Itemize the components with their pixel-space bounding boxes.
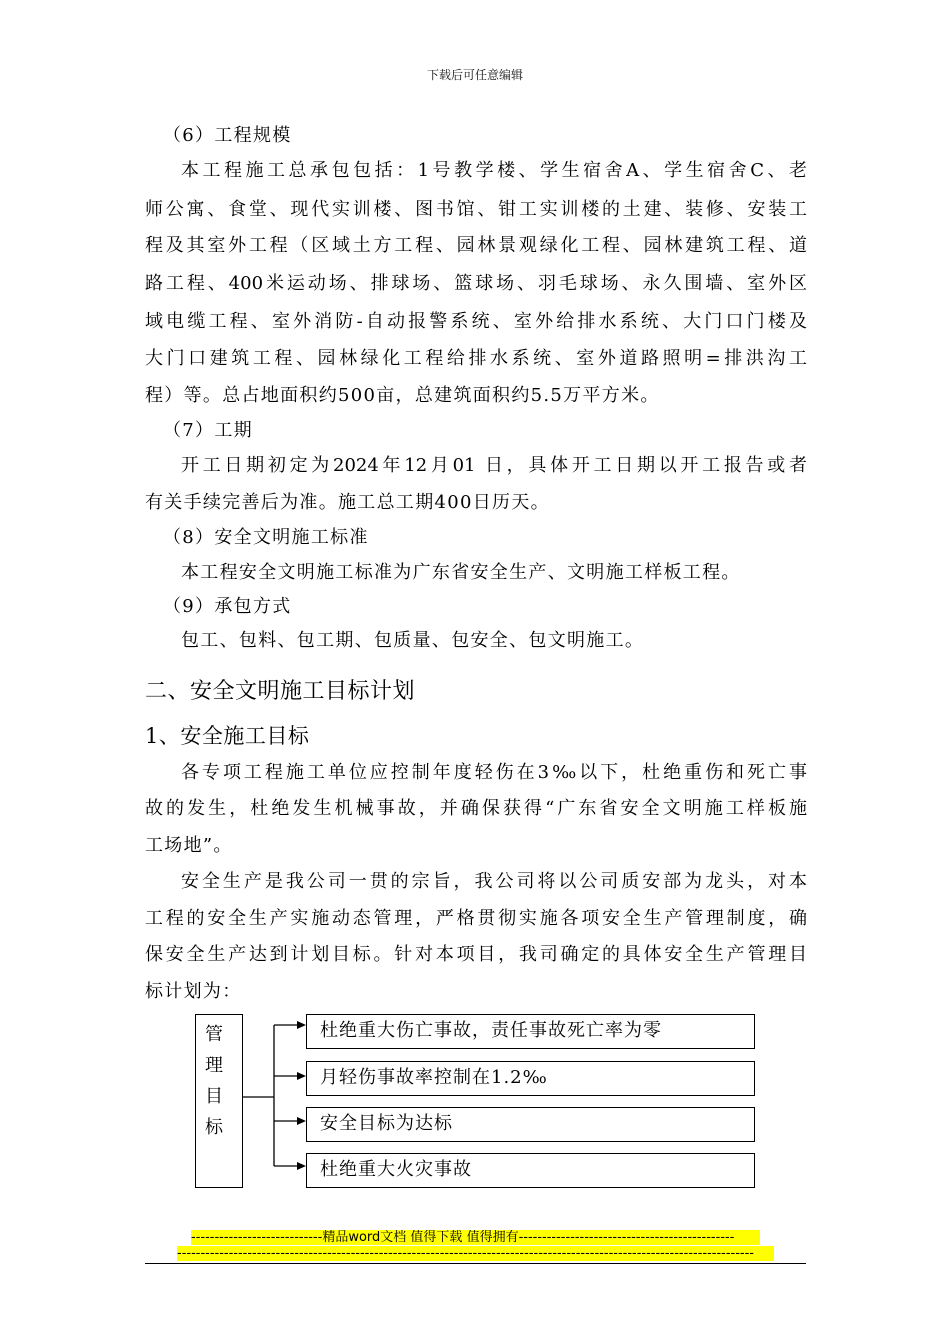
footer-banner-line2: --------------------------------------------------------------------------------------------------------------------------- [177, 1246, 774, 1261]
section-heading-scale: （6）工程规模 [163, 125, 292, 146]
paragraph-line: 师公寓、食堂、现代实训楼、图书馆、钳工实训楼的土建、装修、安装工 [145, 199, 807, 220]
paragraph-line: 域电缆工程、室外消防-自动报警系统、室外给排水系统、大门口门楼及 [145, 311, 807, 332]
section-heading-contract: （9）承包方式 [163, 596, 292, 617]
section-heading-schedule: （7）工期 [163, 420, 253, 441]
footer-rule [145, 1263, 806, 1264]
target-box-no-fatality: 杜绝重大伤亡事故，责任事故死亡率为零 [306, 1014, 755, 1049]
paragraph-line: 保安全生产达到计划目标。针对本项目，我司确定的具体安全生产管理目 [145, 944, 807, 965]
paragraph-line: 程及其室外工程（区域土方工程、园林景观绿化工程、园林建筑工程、道 [145, 235, 807, 256]
paragraph-line: 路工程、400米运动场、排球场、篮球场、羽毛球场、永久围墙、室外区 [145, 273, 807, 294]
paragraph-line: 安全生产是我公司一贯的宗旨，我公司将以公司质安部为龙头，对本 [181, 871, 807, 892]
paragraph-line: 故的发生，杜绝发生机械事故，并确保获得“广东省安全文明施工样板施 [145, 798, 807, 819]
target-box-safety-standard: 安全目标为达标 [306, 1107, 755, 1142]
label-char: 管 [205, 1024, 223, 1045]
header-note: 下载后可任意编辑 [426, 68, 523, 82]
paragraph-line: 程）等。总占地面积约500亩，总建筑面积约5.5万平方米。 [145, 385, 660, 406]
paragraph-line: 标计划为： [145, 981, 242, 1002]
paragraph-line: 大门口建筑工程、园林绿化工程给排水系统、室外道路照明=排洪沟工 [145, 348, 807, 369]
footer-banner-line1: ----------------------------精品word文档 值得下载 值得拥有---------------------------------------------- [191, 1230, 760, 1245]
section-heading-standard: （8）安全文明施工标准 [163, 527, 369, 548]
subsection-heading: 1、安全施工目标 [145, 724, 310, 748]
paragraph-line: 有关手续完善后为准。施工总工期400日历天。 [145, 492, 550, 513]
paragraph-line: 本工程安全文明施工标准为广东省安全生产、文明施工样板工程。 [181, 562, 741, 583]
paragraph-line: 本工程施工总承包包括：1号教学楼、学生宿舍A、学生宿舍C、老 [181, 160, 807, 181]
paragraph-line: 工程的安全生产实施动态管理，严格贯彻实施各项安全生产管理制度，确 [145, 908, 807, 929]
label-char: 理 [205, 1055, 223, 1076]
target-box-injury-rate: 月轻伤事故率控制在1.2‰ [306, 1061, 755, 1096]
paragraph-line: 包工、包料、包工期、包质量、包安全、包文明施工。 [181, 630, 645, 651]
target-box-no-fire: 杜绝重大火灾事故 [306, 1153, 755, 1188]
paragraph-line: 开工日期初定为2024年12月01 日，具体开工日期以开工报告或者 [181, 455, 807, 476]
label-char: 标 [205, 1117, 223, 1138]
paragraph-line: 工场地”。 [145, 835, 233, 856]
label-char: 目 [205, 1086, 223, 1107]
chapter-heading: 二、安全文明施工目标计划 [145, 679, 416, 704]
paragraph-line: 各专项工程施工单位应控制年度轻伤在3‰以下，杜绝重伤和死亡事 [181, 762, 807, 783]
